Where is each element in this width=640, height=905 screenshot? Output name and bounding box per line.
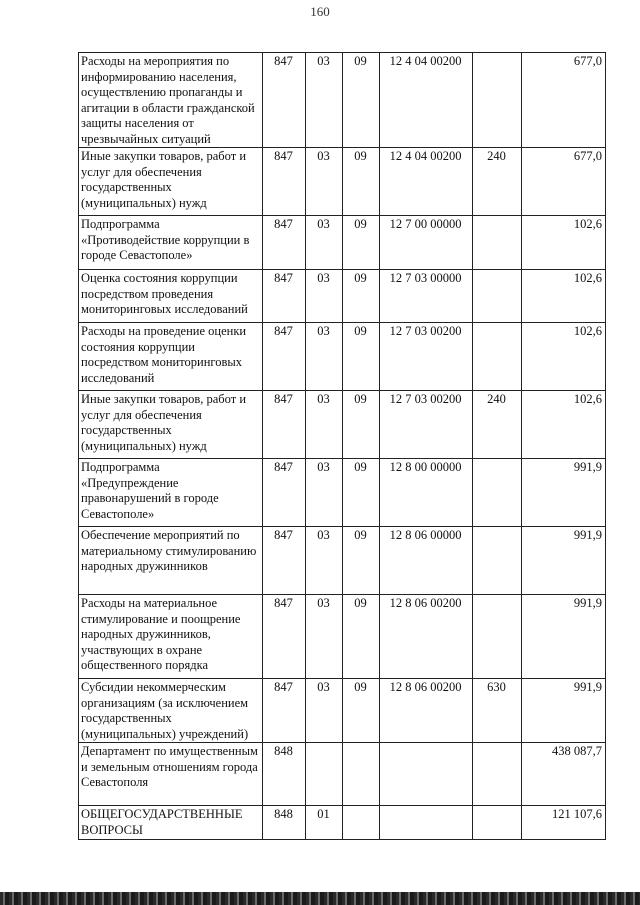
row-pr: 09	[343, 216, 380, 270]
row-pr	[343, 743, 380, 806]
row-name: Иные закупки товаров, работ и услуг для обеспечения государственных (муниципальных) нужд	[79, 391, 263, 459]
row-sum: 991,9	[522, 595, 606, 679]
row-csr: 12 7 03 00200	[380, 323, 473, 391]
row-rz: 03	[306, 679, 343, 743]
table-row	[79, 391, 606, 459]
row-csr	[380, 743, 473, 806]
row-rz: 03	[306, 391, 343, 459]
row-sum: 677,0	[522, 148, 606, 216]
row-ved: 847	[263, 679, 306, 743]
row-ved: 847	[263, 527, 306, 595]
row-pr	[343, 806, 380, 840]
table-row	[79, 216, 606, 270]
table-row	[79, 743, 606, 806]
row-name: Субсидии некоммерческим организациям (за исключением государственных (муниципальных) учреждений)	[79, 679, 263, 743]
row-pr: 09	[343, 527, 380, 595]
row-csr: 12 4 04 00200	[380, 53, 473, 148]
table-row	[79, 148, 606, 216]
table-row	[79, 527, 606, 595]
row-pr: 09	[343, 53, 380, 148]
row-sum: 677,0	[522, 53, 606, 148]
row-name: Оценка состояния коррупции посредством проведения мониторинговых исследований	[79, 270, 263, 323]
row-sum: 121 107,6	[522, 806, 606, 840]
row-name: Департамент по имущественным и земельным отношениям города Севастополя	[79, 743, 263, 806]
row-ved: 847	[263, 148, 306, 216]
row-pr: 09	[343, 459, 380, 527]
row-csr: 12 8 06 00000	[380, 527, 473, 595]
row-pr: 09	[343, 391, 380, 459]
row-sum: 102,6	[522, 391, 606, 459]
row-pr: 09	[343, 148, 380, 216]
row-name: Обеспечение мероприятий по материальному стимулированию народных дружинников	[79, 527, 263, 595]
row-sum: 991,9	[522, 527, 606, 595]
page-number: 160	[310, 4, 330, 19]
row-ved: 847	[263, 391, 306, 459]
row-name: Иные закупки товаров, работ и услуг для обеспечения государственных (муниципальных) нужд	[79, 148, 263, 216]
row-vr: 240	[473, 148, 522, 216]
row-sum: 438 087,7	[522, 743, 606, 806]
table-row	[79, 270, 606, 323]
row-name: Расходы на проведение оценки состояния коррупции посредством мониторинговых исследований	[79, 323, 263, 391]
row-vr	[473, 216, 522, 270]
row-rz: 01	[306, 806, 343, 840]
budget-table	[78, 52, 606, 840]
row-csr: 12 7 03 00000	[380, 270, 473, 323]
row-pr: 09	[343, 270, 380, 323]
table-row	[79, 323, 606, 391]
row-pr: 09	[343, 595, 380, 679]
row-csr: 12 4 04 00200	[380, 148, 473, 216]
row-name: ОБЩЕГОСУДАРСТВЕННЫЕ ВОПРОСЫ	[79, 806, 263, 840]
row-name: Расходы на мероприятия по информированию населения, осуществлению пропаганды и агитации в области гражданской защиты населения от чрезвычайных ситуаций	[79, 53, 263, 148]
row-pr: 09	[343, 679, 380, 743]
row-ved: 848	[263, 806, 306, 840]
row-csr: 12 7 00 00000	[380, 216, 473, 270]
row-vr	[473, 743, 522, 806]
row-pr: 09	[343, 323, 380, 391]
row-sum: 991,9	[522, 679, 606, 743]
table-row	[79, 459, 606, 527]
row-sum: 102,6	[522, 270, 606, 323]
row-csr: 12 8 00 00000	[380, 459, 473, 527]
row-name: Подпрограмма «Противодействие коррупции в городе Севастополе»	[79, 216, 263, 270]
row-vr: 630	[473, 679, 522, 743]
row-ved: 847	[263, 459, 306, 527]
row-vr	[473, 270, 522, 323]
row-ved: 847	[263, 216, 306, 270]
row-rz: 03	[306, 459, 343, 527]
row-rz: 03	[306, 595, 343, 679]
table-row	[79, 53, 606, 148]
row-name: Подпрограмма «Предупреждение правонарушений в городе Севастополе»	[79, 459, 263, 527]
scan-edge-band	[0, 892, 640, 905]
row-sum: 102,6	[522, 323, 606, 391]
row-rz: 03	[306, 527, 343, 595]
row-rz: 03	[306, 323, 343, 391]
row-rz	[306, 743, 343, 806]
row-vr	[473, 323, 522, 391]
row-ved: 847	[263, 595, 306, 679]
row-vr	[473, 527, 522, 595]
row-vr	[473, 806, 522, 840]
row-ved: 847	[263, 323, 306, 391]
row-rz: 03	[306, 148, 343, 216]
row-ved: 847	[263, 53, 306, 148]
row-sum: 102,6	[522, 216, 606, 270]
row-csr: 12 7 03 00200	[380, 391, 473, 459]
row-csr	[380, 806, 473, 840]
row-ved: 848	[263, 743, 306, 806]
row-csr: 12 8 06 00200	[380, 595, 473, 679]
row-vr	[473, 459, 522, 527]
row-rz: 03	[306, 216, 343, 270]
table-row	[79, 679, 606, 743]
row-csr: 12 8 06 00200	[380, 679, 473, 743]
row-rz: 03	[306, 53, 343, 148]
row-vr	[473, 53, 522, 148]
row-vr: 240	[473, 391, 522, 459]
row-rz: 03	[306, 270, 343, 323]
row-vr	[473, 595, 522, 679]
row-sum: 991,9	[522, 459, 606, 527]
row-name: Расходы на материальное стимулирование и поощрение народных дружинников, участвующих в охране общественного порядка	[79, 595, 263, 679]
row-ved: 847	[263, 270, 306, 323]
table-row	[79, 806, 606, 840]
table-row	[79, 595, 606, 679]
